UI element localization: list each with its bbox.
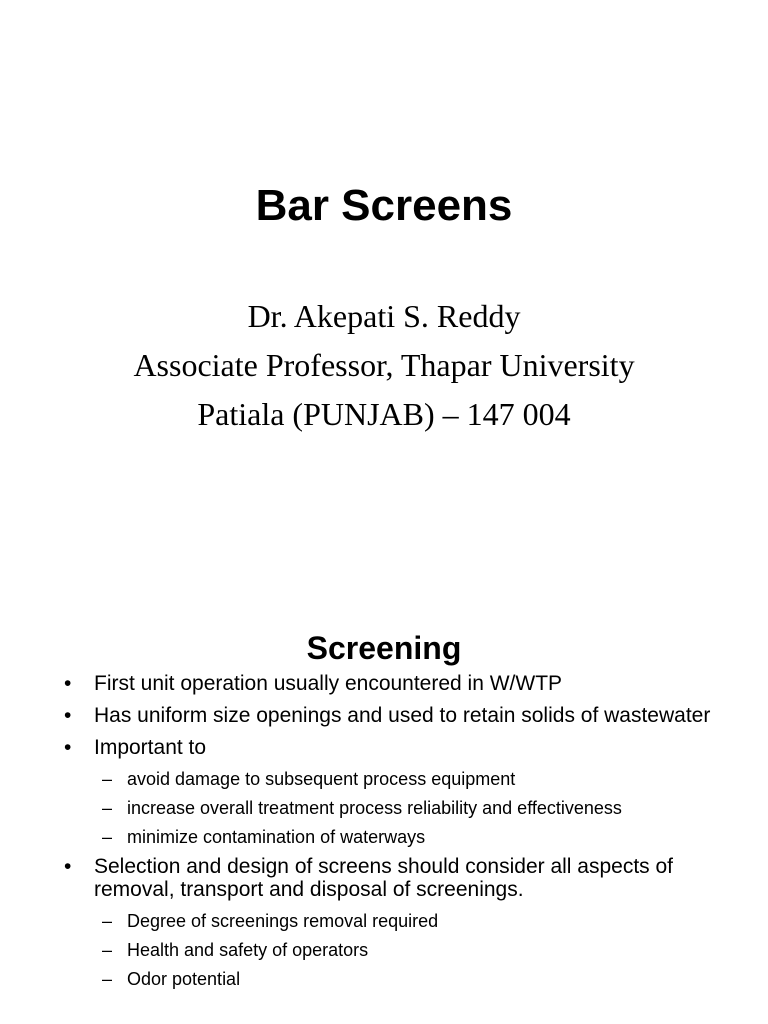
sub-bullet-marker: – <box>102 798 113 818</box>
bullet-item <box>0 672 768 695</box>
sub-bullet-text: Degree of screenings removal required <box>127 911 439 931</box>
sub-bullet-text: Health and safety of operators <box>127 940 369 960</box>
bullet-marker: • <box>64 855 72 878</box>
bullet-item <box>0 704 768 727</box>
content-slide <box>0 576 768 1024</box>
bullet-list <box>0 672 768 997</box>
bullet-item <box>0 736 768 759</box>
sub-bullet-item <box>0 797 768 819</box>
sub-bullet-item <box>0 826 768 848</box>
slide-title: Bar Screens <box>255 181 513 230</box>
sub-bullet-item <box>0 768 768 790</box>
bullet-text: Selection and design of screens should consider all aspects of removal, transport and disposal of screenings. <box>94 855 674 901</box>
sub-bullet-marker: – <box>102 969 113 989</box>
sub-bullet-marker: – <box>102 940 113 960</box>
sub-bullet-item <box>0 939 768 961</box>
author-position: Associate Professor, Thapar University <box>133 347 635 383</box>
sub-bullet-item <box>0 910 768 932</box>
author-location: Patiala (PUNJAB) – 147 004 <box>197 396 571 432</box>
bullet-text: Has uniform size openings and used to retain solids of wastewater <box>94 704 711 727</box>
sub-bullet-text: increase overall treatment process reliability and effectiveness <box>127 798 622 818</box>
sub-bullet-text: Odor potential <box>127 969 241 989</box>
author-name: Dr. Akepati S. Reddy <box>247 298 521 334</box>
bullet-marker: • <box>64 672 72 695</box>
author-block <box>0 292 768 439</box>
slide-title: Screening <box>306 630 462 666</box>
sub-bullet-marker: – <box>102 827 113 847</box>
sub-bullet-marker: – <box>102 911 113 931</box>
sub-bullet-item <box>0 968 768 990</box>
bullet-marker: • <box>64 736 72 759</box>
bullet-text: First unit operation usually encountered in W/WTP <box>94 672 563 695</box>
bullet-item <box>0 855 768 901</box>
bullet-text: Important to <box>94 736 207 759</box>
bullet-marker: • <box>64 704 72 727</box>
sub-bullet-text: avoid damage to subsequent process equipment <box>127 769 516 789</box>
sub-bullet-text: minimize contamination of waterways <box>127 827 426 847</box>
sub-bullet-marker: – <box>102 769 113 789</box>
